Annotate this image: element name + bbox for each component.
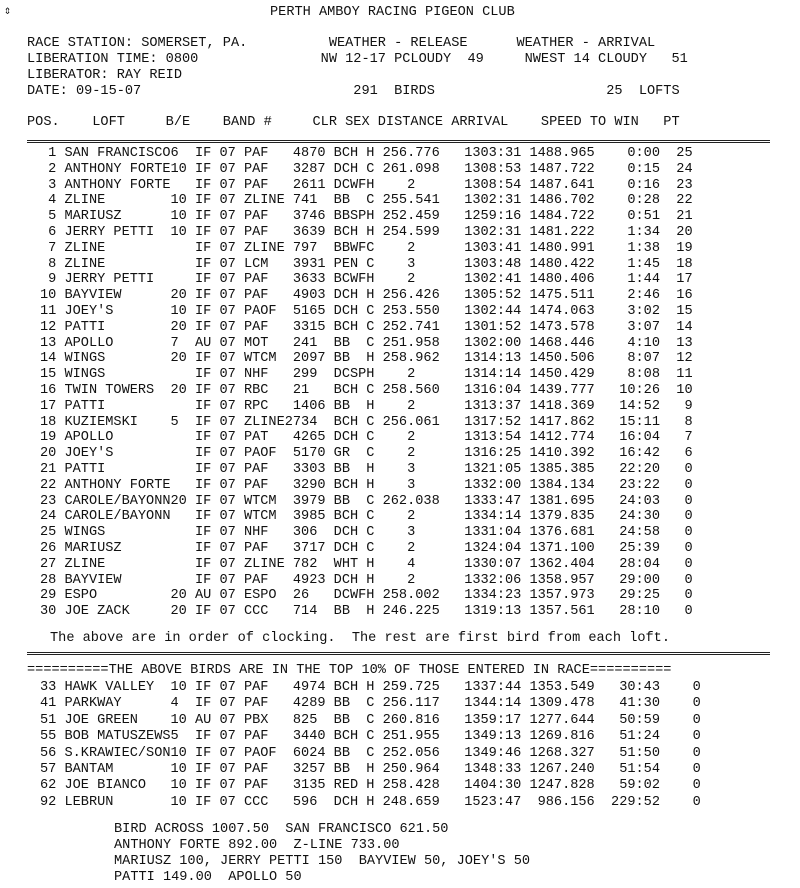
result-row: 27 ZLINE IF 07 ZLINE 782 WHT H 4 1330:07 1362.404 28:04 0 [40, 556, 693, 572]
result-row: 18 KUZIEMSKI 5 IF 07 ZLINE2734 BCH C 256.061 1317:52 1417.862 15:11 8 [40, 414, 693, 430]
result-row: 19 APOLLO IF 07 PAT 4265 DCH C 2 1313:54 1412.774 16:04 7 [40, 430, 693, 446]
result-row: 51 JOE GREEN 10 AU 07 PBX 825 BB C 260.816 1359:17 1277.644 50:59 0 [40, 712, 701, 728]
divider [27, 652, 770, 655]
result-row: 30 JOE ZACK 20 IF 07 CCC 714 BB H 246.225 1319:13 1357.561 28:10 0 [40, 604, 693, 620]
result-row: 25 WINGS IF 07 NHF 306 DCH C 3 1331:04 1376.681 24:58 0 [40, 525, 693, 541]
header-line: LIBERATOR: RAY REID [27, 68, 182, 83]
result-row: 7 ZLINE IF 07 ZLINE 797 BBWFC 2 1303:41 1480.991 1:38 19 [40, 240, 693, 256]
result-row: 24 CAROLE/BAYONN IF 07 WTCM 3985 BCH C 2 1334:14 1379.835 24:30 0 [40, 509, 693, 525]
clocking-note: The above are in order of clocking. The rest are first bird from each loft. [50, 631, 670, 646]
result-row: 17 PATTI IF 07 RPC 1406 BB H 2 1313:37 1418.369 14:52 9 [40, 398, 693, 414]
result-row: 2 ANTHONY FORTE10 IF 07 PAF 3287 DCH C 261.098 1308:53 1487.722 0:15 24 [40, 161, 693, 177]
result-row: 56 S.KRAWIEC/SON10 IF 07 PAOF 6024 BB C 252.056 1349:46 1268.327 51:50 0 [40, 745, 701, 761]
page-marker-icon: ⇕ [4, 4, 12, 18]
result-row: 33 HAWK VALLEY 10 IF 07 PAF 4974 BCH H 259.725 1337:44 1353.549 30:43 0 [40, 680, 701, 695]
result-row: 10 BAYVIEW 20 IF 07 PAF 4903 DCH H 256.426 1305:52 1475.511 2:46 16 [40, 288, 693, 304]
result-row: 13 APOLLO 7 AU 07 MOT 241 BB C 251.958 1302:00 1468.446 4:10 13 [40, 335, 693, 351]
result-row: 5 MARIUSZ 10 IF 07 PAF 3746 BBSPH 252.459 1259:16 1484.722 0:51 21 [40, 209, 693, 225]
result-row: 8 ZLINE IF 07 LCM 3931 PEN C 3 1303:48 1480.422 1:45 18 [40, 256, 693, 272]
result-row: 55 BOB MATUSZEWS5 IF 07 PAF 3440 BCH C 251.955 1349:13 1269.816 51:24 0 [40, 729, 701, 745]
club-title: PERTH AMBOY RACING PIGEON CLUB [270, 5, 515, 20]
result-row: 26 MARIUSZ IF 07 PAF 3717 DCH C 2 1324:04 1371.100 25:39 0 [40, 541, 693, 556]
header-line: DATE: 09-15-07 291 BIRDS 25 LOFTS [27, 84, 680, 99]
result-row: 9 JERRY PETTI IF 07 PAF 3633 BCWFH 2 1302:41 1480.406 1:44 17 [40, 272, 693, 288]
result-row: 12 PATTI 20 IF 07 PAF 3315 BCH C 252.741 1301:52 1473.578 3:07 14 [40, 319, 693, 335]
result-row: 21 PATTI IF 07 PAF 3303 BB H 3 1321:05 1385.385 22:20 0 [40, 462, 693, 477]
divider [27, 140, 770, 143]
result-row: 92 LEBRUN 10 IF 07 CCC 596 DCH H 248.659 1523:47 986.156 229:52 0 [40, 794, 701, 810]
result-row: 28 BAYVIEW IF 07 PAF 4923 DCH H 2 1332:06 1358.957 29:00 0 [40, 572, 693, 588]
pool-line: MARIUSZ 100, JERRY PETTI 150 BAYVIEW 50, JOEY'S 50 [114, 854, 531, 869]
result-row: 23 CAROLE/BAYONN20 IF 07 WTCM 3979 BB C 262.038 1333:47 1381.695 24:03 0 [40, 493, 693, 509]
result-row: 3 ANTHONY FORTE IF 07 PAF 2611 DCWFH 2 1308:54 1487.641 0:16 23 [40, 177, 693, 193]
header-line: LIBERATION TIME: 0800 NW 12-17 PCLOUDY 49 NWEST 14 CLOUDY 51 [27, 52, 688, 67]
result-row: 1 SAN FRANCISCO6 IF 07 PAF 4870 BCH H 256.776 1303:31 1488.965 0:00 25 [40, 146, 693, 161]
column-header: POS. LOFT B/E BAND # CLR SEX DISTANCE ARRIVAL SPEED TO WIN PT [27, 115, 680, 130]
result-row: 57 BANTAM 10 IF 07 PAF 3257 BB H 250.964 1348:33 1267.240 51:54 0 [40, 762, 701, 777]
pool-line: BIRD ACROSS 1007.50 SAN FRANCISCO 621.50 [114, 822, 449, 837]
result-row: 14 WINGS 20 IF 07 WTCM 2097 BB H 258.962 1314:13 1450.506 8:07 12 [40, 351, 693, 367]
result-row: 22 ANTHONY FORTE IF 07 PAF 3290 BCH H 3 1332:00 1384.134 23:22 0 [40, 477, 693, 493]
result-row: 4 ZLINE 10 IF 07 ZLINE 741 BB C 255.541 1302:31 1486.702 0:28 22 [40, 193, 693, 209]
pool-line: PATTI 149.00 APOLLO 50 [114, 870, 302, 885]
top-percent-banner: ==========THE ABOVE BIRDS ARE IN THE TOP 10% OF THOSE ENTERED IN RACE========== [27, 663, 672, 678]
header-line: RACE STATION: SOMERSET, PA. WEATHER - RELEASE WEATHER - ARRIVAL [27, 36, 656, 51]
result-row: 41 PARKWAY 4 IF 07 PAF 4289 BB C 256.117 1344:14 1309.478 41:30 0 [40, 696, 701, 712]
result-row: 11 JOEY'S 10 IF 07 PAOF 5165 DCH C 253.550 1302:44 1474.063 3:02 15 [40, 304, 693, 319]
pool-line: ANTHONY FORTE 892.00 Z-LINE 733.00 [114, 838, 400, 853]
result-row: 29 ESPO 20 AU 07 ESPO 26 DCWFH 258.002 1334:23 1357.973 29:25 0 [40, 588, 693, 604]
result-row: 20 JOEY'S IF 07 PAOF 5170 GR C 2 1316:25 1410.392 16:42 6 [40, 446, 693, 462]
result-row: 16 TWIN TOWERS 20 IF 07 RBC 21 BCH C 258.560 1316:04 1439.777 10:26 10 [40, 383, 693, 398]
result-row: 62 JOE BIANCO 10 IF 07 PAF 3135 RED H 258.428 1404:30 1247.828 59:02 0 [40, 778, 701, 794]
result-row: 6 JERRY PETTI 10 IF 07 PAF 3639 BCH H 254.599 1302:31 1481.222 1:34 20 [40, 225, 693, 240]
result-row: 15 WINGS IF 07 NHF 299 DCSPH 2 1314:14 1450.429 8:08 11 [40, 367, 693, 383]
